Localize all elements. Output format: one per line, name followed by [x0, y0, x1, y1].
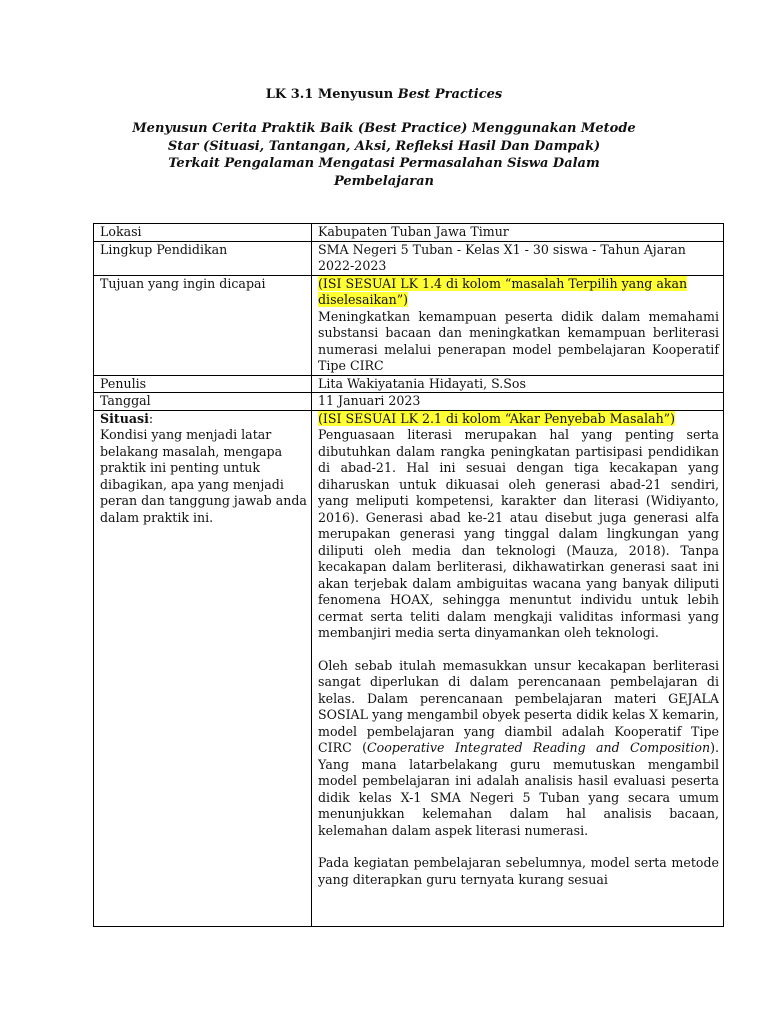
value-lingkup: SMA Negeri 5 Tuban - Kelas X1 - 30 siswa - Tahun Ajaran 2022-2023 — [312, 241, 724, 275]
value-tujuan: Meningkatkan kemampuan peserta didik dalam memahami substansi bacaan dan meningkatkan kemampuan berliterasi numerasi melalui penerapan model pembelajaran Kooperatif Tipe CIRC — [318, 308, 719, 373]
label-tanggal: Tanggal — [94, 393, 312, 411]
situasi-description: Kondisi yang menjadi latar belakang masalah, mengapa praktik ini penting untuk dibagikan, apa yang menjadi peran dan tanggung jawab anda dalam praktik ini. — [100, 427, 307, 525]
title-prefix: LK 3.1 Menyusun — [265, 87, 398, 102]
value-lokasi: Kabupaten Tuban Jawa Timur — [312, 224, 724, 242]
paragraph-2-italic: Cooperative Integrated Reading and Composition — [366, 740, 711, 755]
situasi-paragraph-1: Penguasaan literasi merupakan hal yang penting serta dibutuhkan dalam rangka peningkatan partisipasi pendidikan di abad-21. Hal ini sesuai dengan tiga kecakapan yang diharuskan untuk dikuasai oleh generasi abad-21 sendiri, yang meliputi kompetensi, karakter dan literasi (Widiyanto, 2016). Generasi abad ke-21 atau disebut juga generasi alfa merupakan generasi yang tinggal dalam lingkungan yang diliputi oleh media dan teknologi (Mauza, 2018). Tanpa kecakapan dalam berliterasi, dikhawatirkan generasi saat ini akan terjebak dalam ambiguitas wacana yang banyak diliputi fenomena HOAX, sehingga menuntut individu untuk lebih cermat serta teliti dalam mengkaji validitas informasi yang membanjiri media serta dinyamankan oleh teknologi. — [318, 427, 719, 640]
document-title — [0, 87, 768, 102]
cell-tujuan — [312, 275, 724, 375]
situasi-paragraph-3: Pada kegiatan pembelajaran sebelumnya, model serta metode yang diterapkan guru ternyata kurang sesuai — [318, 855, 719, 887]
paragraph-2-part-a: Oleh sebab itulah memasukkan unsur kecakapan berliterasi sangat diperlukan di dalam perencanaan pembelajaran di kelas. Dalam perencanaan pembelajaran materi GEJALA SOSIAL yang mengambil obyek peserta didik kelas X kemarin, model pembelajaran yang diambil adalah Kooperatif Tipe CIRC ( — [318, 657, 719, 755]
label-situasi-heading — [100, 411, 307, 428]
row-penulis — [94, 375, 724, 393]
instruction-highlight: (ISI SESUAI LK 2.1 di kolom “Akar Penyebab Masalah”) — [318, 410, 676, 426]
label-lokasi: Lokasi — [94, 224, 312, 242]
label-tujuan: Tujuan yang ingin dicapai — [94, 275, 312, 375]
situasi-paragraph-2 — [318, 658, 719, 840]
row-tanggal — [94, 393, 724, 411]
document-subtitle — [100, 120, 668, 190]
subtitle-line: Menyusun Cerita Praktik Baik (Best Practice) Menggunakan Metode — [132, 121, 636, 136]
row-tujuan — [94, 275, 724, 375]
row-lingkup — [94, 241, 724, 275]
title-italic: Best Practices — [397, 87, 503, 102]
subtitle-line: Star (Situasi, Tantangan, Aksi, Refleksi Hasil Dan Dampak) — [167, 138, 601, 154]
subtitle-line: Terkait Pengalaman Mengatasi Permasalahan Siswa Dalam — [168, 156, 600, 171]
subtitle-line: Pembelajaran — [333, 173, 435, 189]
value-penulis: Lita Wakiyatania Hidayati, S.Sos — [312, 375, 724, 393]
cell-situasi-content — [312, 410, 724, 926]
situasi-content-clip — [318, 411, 719, 926]
paragraph-2-part-b: ). Yang mana latarbelakang guru memutuskan mengambil model pembelajaran ini adalah analisis hasil evaluasi peserta didik kelas X-1 SMA Negeri 5 Tuban yang secara umum menunjukkan kelemahan dalam hal analisis bacaan, kelemahan dalam aspek literasi numerasi. — [318, 740, 719, 838]
instruction-highlight: (ISI SESUAI LK 1.4 di kolom “masalah Terpilih yang akan diselesaikan”) — [318, 275, 688, 307]
row-situasi — [94, 410, 724, 926]
value-tanggal: 11 Januari 2023 — [312, 393, 724, 411]
row-lokasi — [94, 224, 724, 242]
label-lingkup: Lingkup Pendidikan — [94, 241, 312, 275]
label-situasi-colon: : — [148, 410, 154, 426]
best-practice-table — [93, 223, 724, 927]
label-penulis: Penulis — [94, 375, 312, 393]
cell-situasi-label — [94, 410, 312, 926]
label-situasi: Situasi — [100, 410, 149, 426]
